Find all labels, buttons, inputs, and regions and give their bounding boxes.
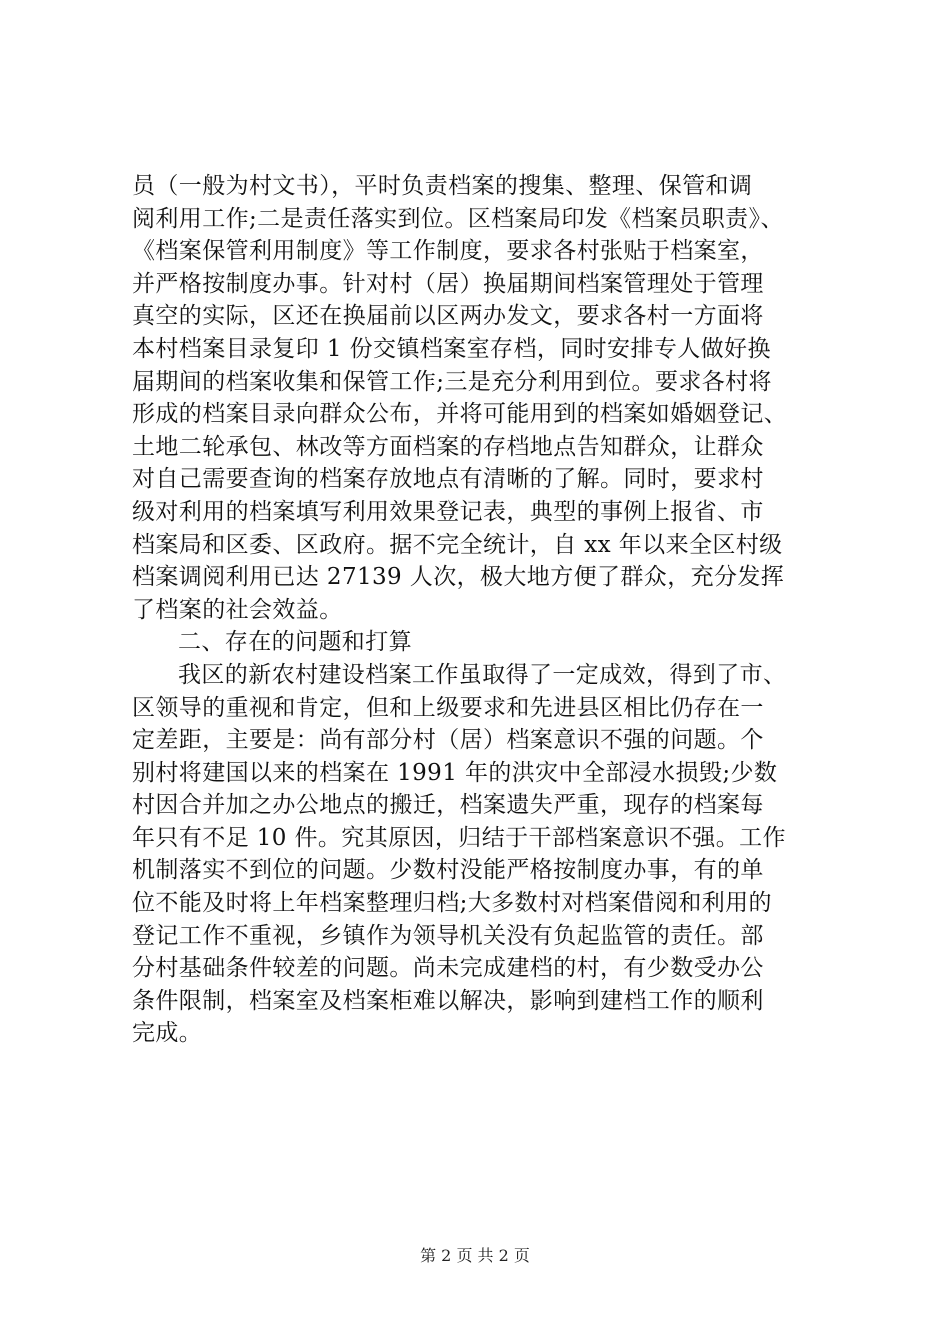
text-line: 《档案保管利用制度》等工作制度，要求各村张贴于档案室， [132, 238, 764, 265]
text-line: 条件限制，档案室及档案柜难以解决，影响到建档工作的顺利 [132, 987, 764, 1014]
text-line: 机制落实不到位的问题。少数村没能严格按制度办事，有的单 [132, 857, 764, 884]
document-body [132, 170, 828, 1050]
text-line: 本村档案目录复印 1 份交镇档案室存档，同时安排专人做好换 [132, 335, 771, 362]
text-line: 档案调阅利用已达 27139 人次，极大地方便了群众，充分发挥 [132, 564, 785, 591]
text-line: 村因合并加之办公地点的搬迁，档案遗失严重，现存的档案每 [132, 792, 764, 819]
text-line: 登记工作不重视，乡镇作为领导机关没有负起监管的责任。部 [132, 922, 764, 949]
text-line: 定差距，主要是：尚有部分村（居）档案意识不强的问题。个 [132, 727, 764, 754]
text-line: 员（一般为村文书），平时负责档案的搜集、整理、保管和调 [132, 173, 753, 199]
text-line: 并严格按制度办事。针对村（居）换届期间档案管理处于管理 [132, 270, 764, 297]
text-line: 位不能及时将上年档案整理归档;大多数村对档案借阅和利用的 [132, 890, 772, 917]
text-line: 阅利用工作;二是责任落实到位。区档案局印发《档案员职责》、 [132, 205, 784, 232]
text-line: 届期间的档案收集和保管工作;三是充分利用到位。要求各村将 [132, 368, 772, 395]
text-line: 对自己需要查询的档案存放地点有清晰的了解。同时，要求村 [132, 466, 764, 493]
paragraph-first-line: 我区的新农村建设档案工作虽取得了一定成效，得到了市、 [178, 661, 787, 688]
text-line: 别村将建国以来的档案在 1991 年的洪灾中全部浸水损毁;少数 [132, 759, 778, 786]
text-line: 级对利用的档案填写利用效果登记表，典型的事例上报省、市 [132, 498, 764, 525]
text-line: 完成。 [132, 1020, 203, 1047]
text-line: 真空的实际，区还在换届前以区两办发文，要求各村一方面将 [132, 303, 764, 330]
page-number-footer: 第 2 页 共 2 页 [420, 1246, 530, 1265]
text-line: 年只有不足 10 件。究其原因，归结于干部档案意识不强。工作 [132, 824, 786, 851]
section-heading: 二、存在的问题和打算 [178, 629, 412, 656]
text-line: 土地二轮承包、林改等方面档案的存档地点告知群众，让群众 [132, 433, 764, 460]
text-line: 形成的档案目录向群众公布，并将可能用到的档案如婚姻登记、 [132, 401, 788, 428]
text-line: 区领导的重视和肯定，但和上级要求和先进县区相比仍存在一 [132, 694, 764, 721]
text-line: 了档案的社会效益。 [132, 596, 343, 623]
text-line: 档案局和区委、区政府。据不完全统计，自 xx 年以来全区村级 [132, 531, 783, 558]
text-line: 分村基础条件较差的问题。尚未完成建档的村，有少数受办公 [132, 955, 764, 982]
